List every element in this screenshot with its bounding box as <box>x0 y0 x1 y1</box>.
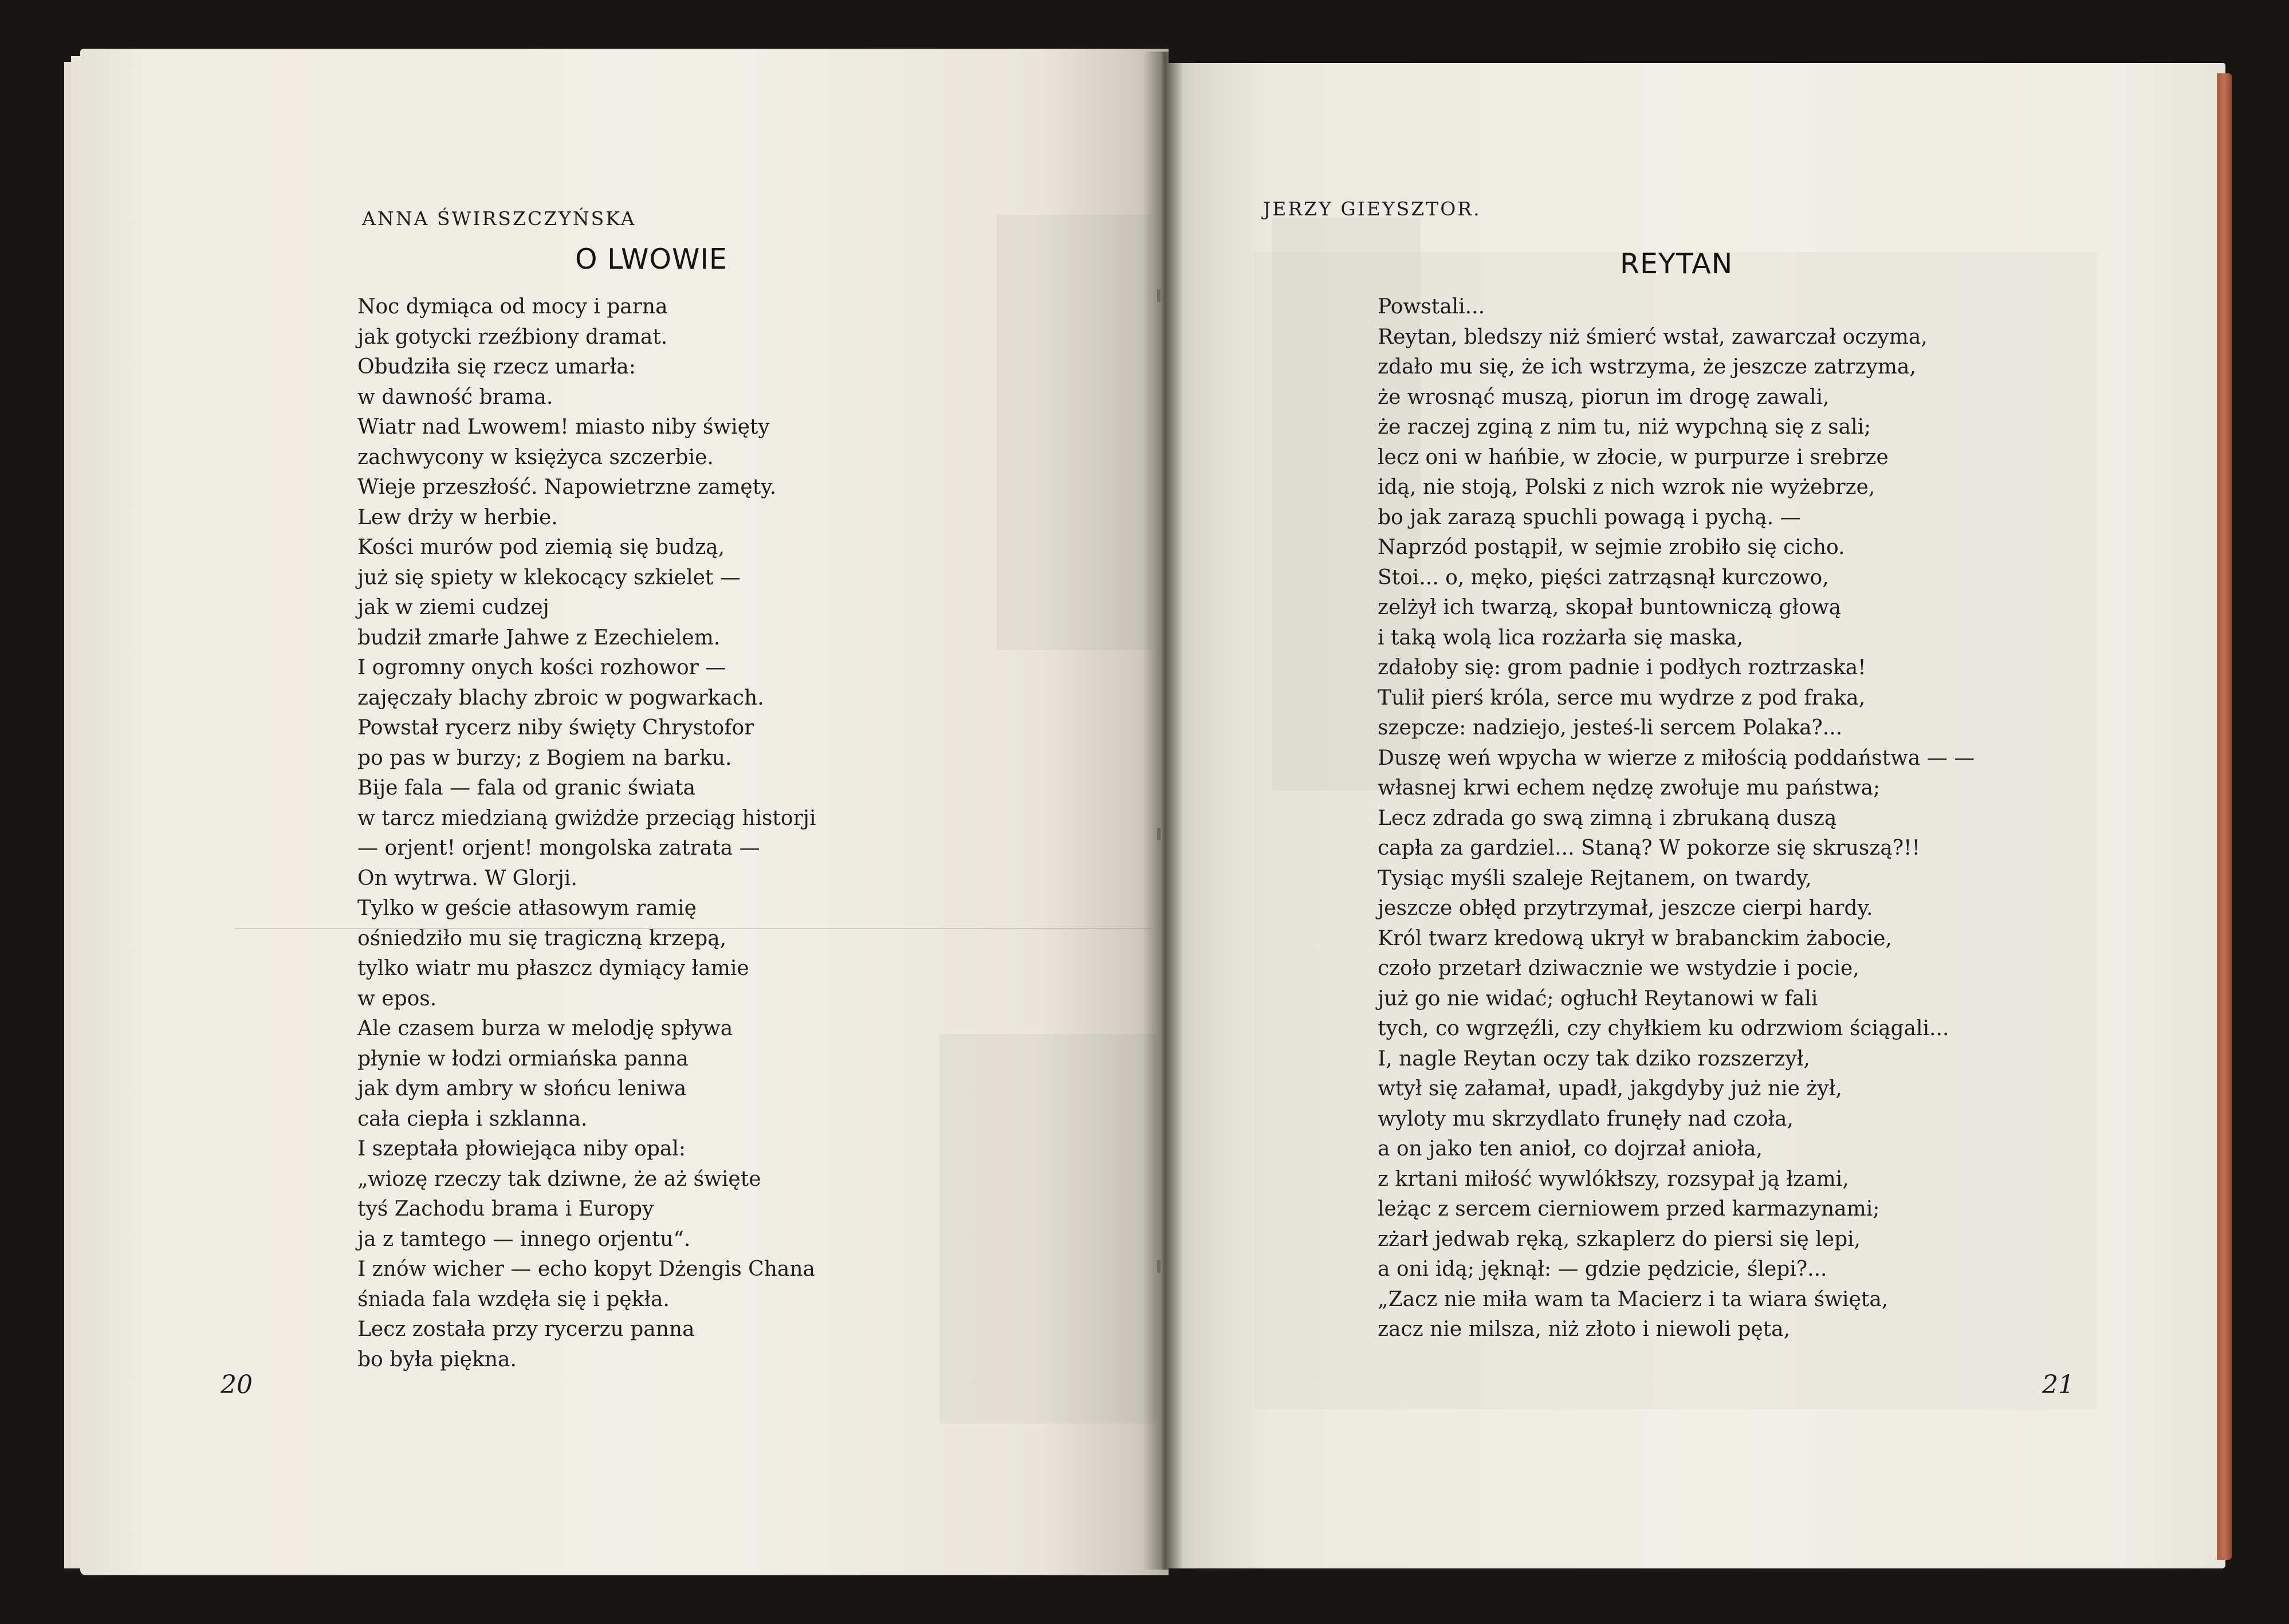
poem-line: zdało mu się, że ich wstrzyma, że jeszcze zatrzyma, <box>1378 355 1916 379</box>
poem-line: Stoi... o, męko, pięści zatrząsnął kurczowo, <box>1378 565 1829 589</box>
binding-stitch <box>1157 828 1161 840</box>
poem-line: a oni idą; jęknął: — gdzie pędzicie, ślepi?... <box>1378 1257 1827 1281</box>
poem-line: że wrosnąć muszą, piorun im drogę zawali, <box>1378 385 1830 409</box>
poem-line: Powstał rycerz niby święty Chrystofor <box>357 716 754 740</box>
poem-line: bo jak zarazą spuchli powagą i pychą. — <box>1378 505 1801 529</box>
book-gutter <box>1143 52 1183 1570</box>
left-page-number: 20 <box>221 1370 253 1399</box>
poem-line: Lecz zdrada go swą zimną i zbrukaną duszą <box>1378 806 1837 830</box>
poem-line: Ale czasem burza w melodję spływa <box>357 1017 733 1040</box>
poem-line: bo była piękna. <box>357 1347 517 1371</box>
poem-line: i taką wolą lica rozżarła się maska, <box>1378 626 1744 650</box>
poem-line: Reytan, bledszy niż śmierć wstał, zawarczał oczyma, <box>1378 325 1928 349</box>
poem-line: zdałoby się: grom padnie i podłych roztrzaska! <box>1378 656 1866 679</box>
right-poem-lines <box>1378 292 1975 1345</box>
left-poem-lines <box>357 292 816 1375</box>
poem-line: jak gotycki rzeźbiony dramat. <box>357 325 668 349</box>
poem-line: Tylko w geście atłasowym ramię <box>357 896 697 920</box>
poem-line: szepcze: nadziejo, jesteś-li sercem Polaka?... <box>1378 716 1843 740</box>
poem-line: zacz nie milsza, niż złoto i niewoli pęta, <box>1378 1318 1791 1341</box>
poem-line: Obudziła się rzecz umarła: <box>357 355 636 379</box>
poem-line: Wiatr nad Lwowem! miasto niby święty <box>357 415 770 439</box>
poem-line: w tarcz miedzianą gwiżdże przeciąg historji <box>357 806 816 830</box>
poem-line: cała ciepła i szklanna. <box>357 1107 588 1131</box>
poem-line: a on jako ten anioł, co dojrzał anioła, <box>1378 1137 1763 1161</box>
poem-line: I szeptała płowiejąca niby opal: <box>357 1137 686 1161</box>
poem-line: jeszcze obłęd przytrzymał, jeszcze cierpi hardy. <box>1378 896 1873 920</box>
right-poem-title: REYTAN <box>1620 247 1733 280</box>
poem-line: Lecz została przy rycerzu panna <box>357 1318 695 1341</box>
poem-line: Noc dymiąca od mocy i parna <box>357 295 668 318</box>
poem-line: — orjent! orjent! mongolska zatrata — <box>357 836 760 860</box>
right-page-number: 21 <box>2042 1370 2074 1399</box>
poem-line: jak dym ambry w słońcu leniwa <box>357 1077 687 1100</box>
poem-line: I ogromny onych kości rozhowor — <box>357 656 726 679</box>
poem-line: capła za gardziel... Staną? W pokorze się skruszą?!! <box>1378 836 1921 860</box>
show-through-text <box>939 1034 1157 1424</box>
poem-line: ośniedziło mu się tragiczną krzepą, <box>357 926 727 950</box>
poem-line: lecz oni w hańbie, w złocie, w purpurze i srebrze <box>1378 445 1889 469</box>
poem-line: ja z tamtego — innego orjentu“. <box>357 1227 691 1251</box>
poem-line: już się spiety w klekocący szkielet — <box>357 565 741 589</box>
poem-line: Powstali... <box>1378 295 1485 318</box>
poem-line: że raczej zginą z nim tu, niż wypchną się z sali; <box>1378 415 1871 439</box>
poem-line: Naprzód postąpił, w sejmie zrobiło się cicho. <box>1378 536 1845 559</box>
left-author: ANNA ŚWIRSZCZYŃSKA <box>362 207 636 230</box>
poem-line: „Zacz nie miła wam ta Macierz i ta wiara święta, <box>1378 1287 1889 1311</box>
poem-line: płynie w łodzi ormiańska panna <box>357 1047 689 1071</box>
poem-line: Wieje przeszłość. Napowietrzne zamęty. <box>357 475 777 499</box>
poem-line: wtył się załamał, upadł, jakgdyby już nie żył, <box>1378 1077 1842 1100</box>
poem-line: idą, nie stoją, Polski z nich wzrok nie wyżebrze, <box>1378 475 1875 499</box>
poem-line: Tysiąc myśli szaleje Rejtanem, on twardy, <box>1378 866 1812 890</box>
poem-line: z krtani miłość wywlókłszy, rozsypał ją łzami, <box>1378 1167 1849 1191</box>
poem-line: zelżył ich twarzą, skopał buntowniczą głową <box>1378 596 1842 619</box>
right-author: JERZY GIEYSZTOR. <box>1263 198 1481 220</box>
poem-line: Tulił pierś króla, serce mu wydrze z pod fraka, <box>1378 686 1866 710</box>
book-cover-edge <box>2217 73 2232 1560</box>
poem-line: zajęczały blachy zbroic w pogwarkach. <box>357 686 764 710</box>
poem-line: „wiozę rzeczy tak dziwne, że aż święte <box>357 1167 761 1191</box>
poem-line: zachwycony w księżyca szczerbie. <box>357 445 714 469</box>
poem-line: wyloty mu skrzydlato frunęły nad czoła, <box>1378 1107 1794 1131</box>
binding-stitch <box>1157 289 1161 302</box>
poem-line: budził zmarłe Jahwe z Ezechielem. <box>357 626 721 650</box>
left-poem-title: O LWOWIE <box>575 243 727 276</box>
poem-line: I, nagle Reytan oczy tak dziko rozszerzył, <box>1378 1047 1810 1071</box>
poem-line: Bije fala — fala od granic świata <box>357 776 696 800</box>
poem-line: w epos. <box>357 986 437 1010</box>
binding-stitch <box>1157 1260 1161 1273</box>
poem-line: własnej krwi echem nędzę zwołuje mu państwa; <box>1378 776 1881 800</box>
poem-line: I znów wicher — echo kopyt Dżengis Chana <box>357 1257 816 1281</box>
poem-line: tych, co wgrzęźli, czy chyłkiem ku odrzwiom ściągali... <box>1378 1017 1949 1040</box>
poem-line: śniada fala wzdęła się i pękła. <box>357 1287 670 1311</box>
poem-line: po pas w burzy; z Bogiem na barku. <box>357 746 732 770</box>
show-through-text <box>997 215 1151 650</box>
poem-line: Lew drży w herbie. <box>357 505 558 529</box>
poem-line: zżarł jedwab ręką, szkaplerz do piersi się lepi, <box>1378 1227 1861 1251</box>
poem-line: leżąc z sercem cierniowem przed karmazynami; <box>1378 1197 1880 1221</box>
poem-line: w dawność brama. <box>357 385 553 409</box>
poem-line: tylko wiatr mu płaszcz dymiący łamie <box>357 957 749 980</box>
poem-line: tyś Zachodu brama i Europy <box>357 1197 654 1221</box>
poem-line: On wytrwa. W Glorji. <box>357 866 577 890</box>
poem-line: Kości murów pod ziemią się budzą, <box>357 536 725 559</box>
poem-line: czoło przetarł dziwacznie we wstydzie i pocie, <box>1378 957 1859 980</box>
poem-line: jak w ziemi cudzej <box>357 596 549 619</box>
poem-line: Król twarz kredową ukrył w brabanckim żabocie, <box>1378 926 1892 950</box>
poem-line: Duszę weń wpycha w wierze z miłością poddaństwa — — <box>1378 746 1975 770</box>
poem-line: już go nie widać; ogłuchł Reytanowi w fali <box>1378 986 1818 1010</box>
